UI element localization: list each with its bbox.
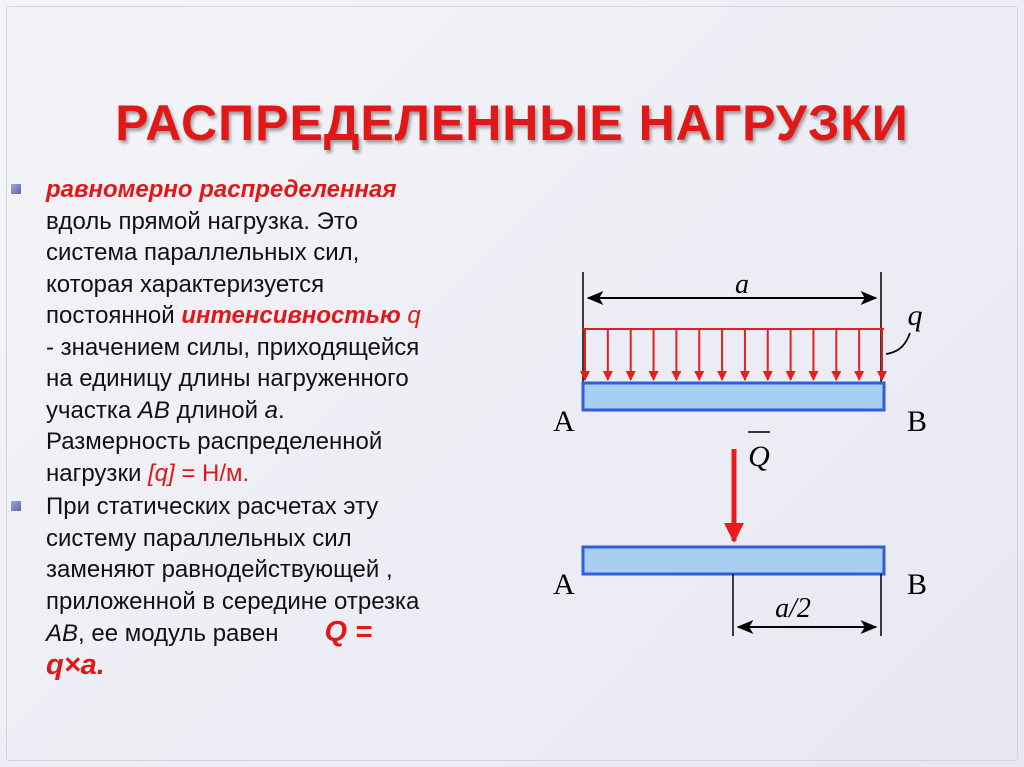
term-intensity: интенсивностью xyxy=(181,302,401,329)
text-line: вдоль прямой нагрузка. Это xyxy=(46,207,358,235)
label-A-top: A xyxy=(553,405,575,438)
label-B-bottom: B xyxy=(906,568,928,601)
text-line: участка xyxy=(46,396,138,424)
formula-q-left: Q = xyxy=(324,616,373,648)
label-a: a xyxy=(735,269,749,300)
symbol-ab: AB xyxy=(46,620,79,647)
text-line: заменяют равнодействующей , xyxy=(46,556,393,583)
text-fragment: . xyxy=(278,396,285,424)
unit-value: = Н/м. xyxy=(174,459,250,487)
leader-line-q xyxy=(886,333,910,354)
text-line: - значением силы, приходящейся xyxy=(46,333,420,361)
unit-q-symbol: [q] xyxy=(148,459,175,487)
text-line: При статических расчетах эту xyxy=(46,493,379,520)
formula-q-right: q×a. xyxy=(46,648,105,681)
label-q: q xyxy=(907,299,923,332)
text-line: приложенной в середине отрезка xyxy=(46,587,420,615)
text-line: система параллельных сил, xyxy=(46,239,360,266)
symbol-a: a xyxy=(264,396,279,424)
label-A-bottom: A xyxy=(553,568,575,601)
term-uniform-load: равномерно распределенная xyxy=(46,176,397,203)
text-line: которая характеризуется xyxy=(46,270,325,298)
label-Q: Q xyxy=(748,440,770,473)
slide-title: РАСПРЕДЕЛЕННЫЕ НАГРУЗКИ xyxy=(115,95,909,151)
text-line: нагрузки xyxy=(46,459,149,487)
text-line: постоянной xyxy=(46,302,182,329)
text-line: систему параллельных сил xyxy=(46,524,352,552)
symbol-q: q xyxy=(400,302,421,329)
beam-bottom xyxy=(583,547,884,574)
text-line: Размерность распределенной xyxy=(46,428,383,455)
text-fragment: , ее модуль равен xyxy=(78,620,279,647)
label-B-top: B xyxy=(906,405,928,438)
text-line: на единицу длины нагруженного xyxy=(46,365,409,392)
text-fragment: длиной xyxy=(169,396,265,424)
distributed-load-arrows xyxy=(585,330,882,380)
beam-top xyxy=(583,383,884,410)
label-a-half: a/2 xyxy=(775,593,811,624)
symbol-ab: AB xyxy=(137,396,170,424)
